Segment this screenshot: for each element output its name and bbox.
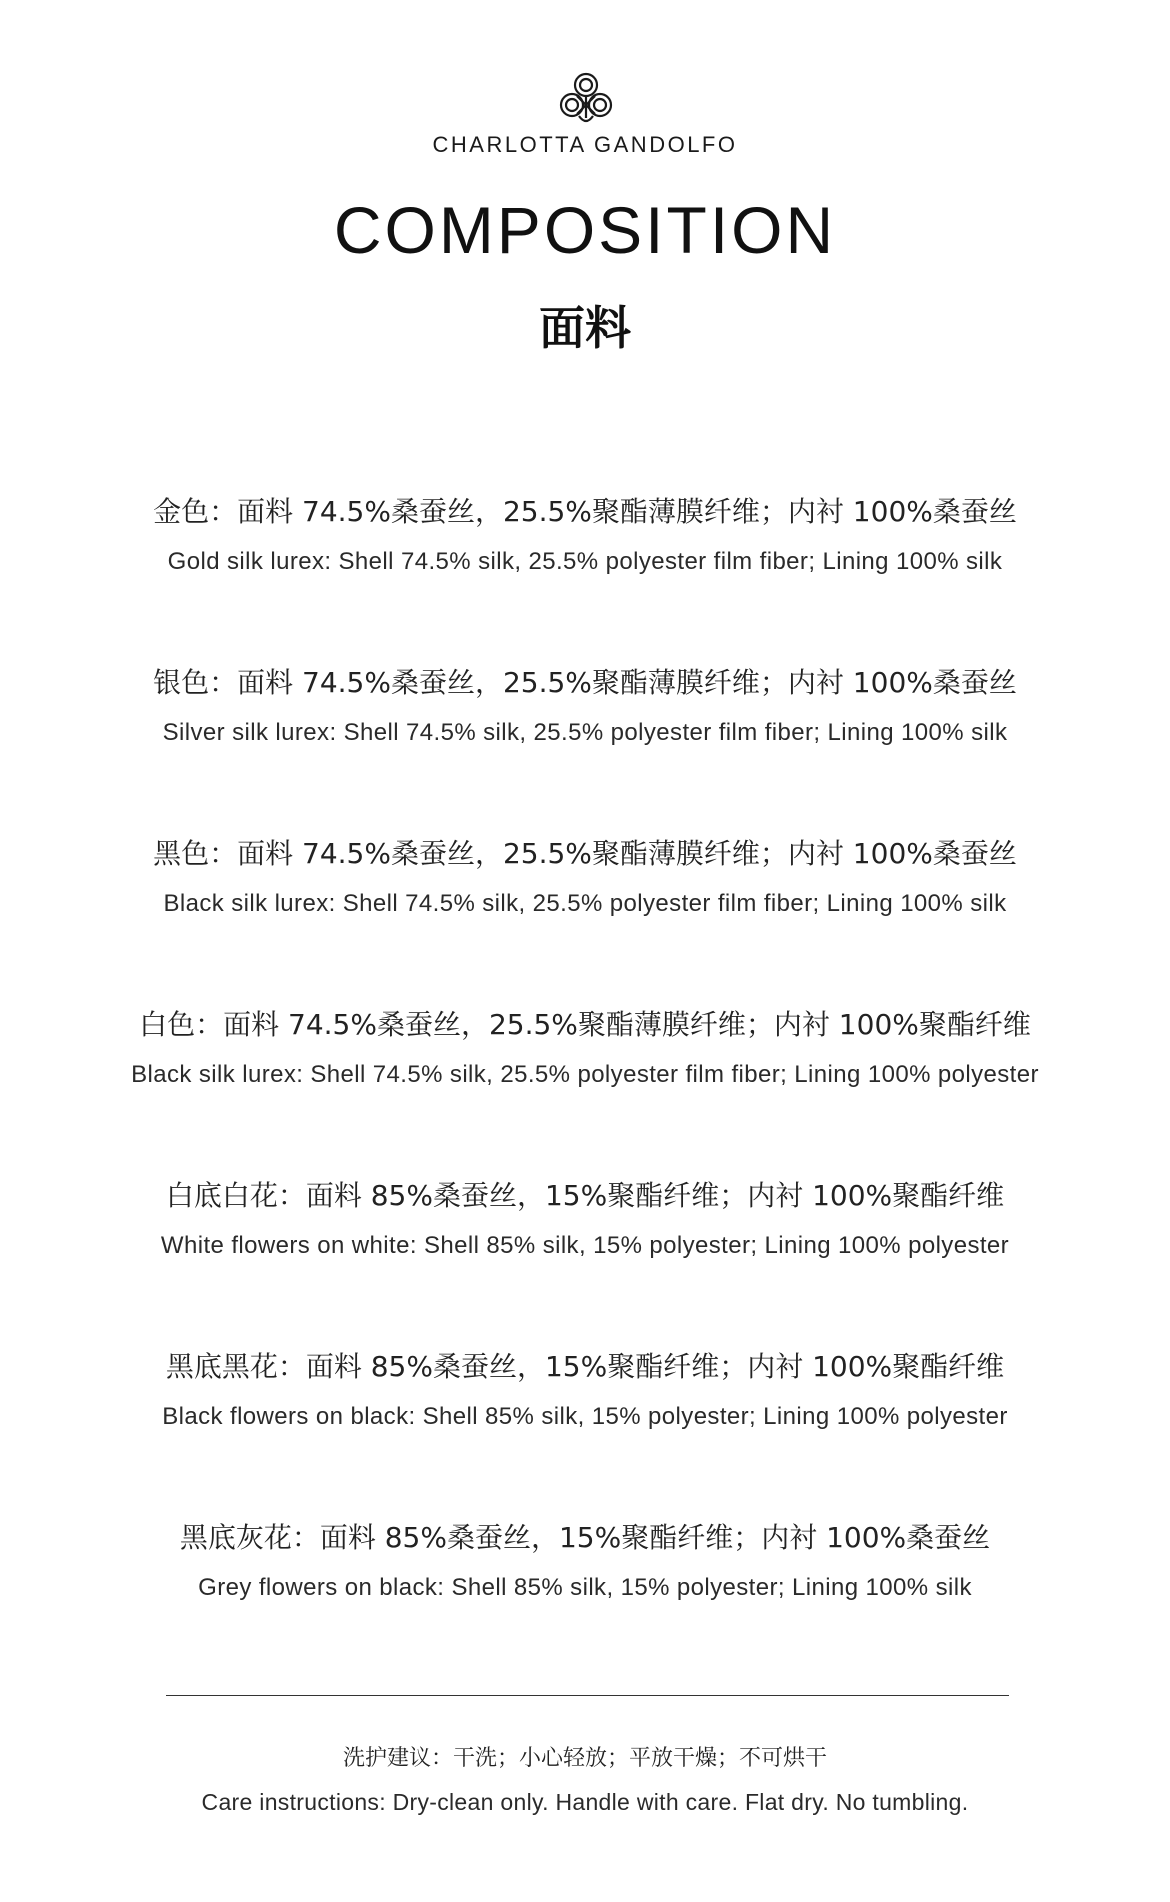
page-title: COMPOSITION — [333, 193, 837, 267]
composition-zh: 银色：面料 74.5%桑蚕丝，25.5%聚酯薄膜纤维；内衬 100%桑蚕丝 — [153, 666, 1017, 699]
care-instructions-zh: 洗护建议：干洗；小心轻放；平放干燥；不可烘干 — [342, 1746, 827, 1771]
brand-name: CHARLOTTA GANDOLFO — [432, 132, 738, 157]
composition-zh: 白底白花：面料 85%桑蚕丝，15%聚酯纤维；内衬 100%聚酯纤维 — [165, 1179, 1005, 1212]
composition-zh: 黑色：面料 74.5%桑蚕丝，25.5%聚酯薄膜纤维；内衬 100%桑蚕丝 — [153, 837, 1017, 870]
composition-list — [0, 488, 1170, 1685]
composition-item-white-flowers — [0, 1172, 1170, 1343]
composition-zh: 金色：面料 74.5%桑蚕丝，25.5%聚酯薄膜纤维；内衬 100%桑蚕丝 — [153, 495, 1017, 528]
composition-en: Gold silk lurex: Shell 74.5% silk, 25.5% polyester film fiber; Lining 100% silk — [167, 548, 1003, 575]
composition-zh: 白色：面料 74.5%桑蚕丝，25.5%聚酯薄膜纤维；内衬 100%聚酯纤维 — [139, 1008, 1031, 1041]
composition-item-gold — [0, 488, 1170, 659]
composition-zh: 黑底黑花：面料 85%桑蚕丝，15%聚酯纤维；内衬 100%聚酯纤维 — [165, 1350, 1005, 1383]
composition-en: White flowers on white: Shell 85% silk, 15% polyester; Lining 100% polyester — [160, 1232, 1010, 1259]
composition-en: Black silk lurex: Shell 74.5% silk, 25.5% polyester film fiber; Lining 100% silk — [163, 890, 1007, 917]
composition-item-white — [0, 1001, 1170, 1172]
page-subtitle: 面料 — [539, 301, 631, 355]
composition-zh: 黑底灰花：面料 85%桑蚕丝，15%聚酯纤维；内衬 100%桑蚕丝 — [179, 1521, 991, 1554]
composition-en: Silver silk lurex: Shell 74.5% silk, 25.5% polyester film fiber; Lining 100% silk — [162, 719, 1008, 746]
composition-en: Grey flowers on black: Shell 85% silk, 15% polyester; Lining 100% silk — [198, 1574, 972, 1601]
composition-item-grey-flowers — [0, 1514, 1170, 1685]
composition-en: Black silk lurex: Shell 74.5% silk, 25.5% polyester film fiber; Lining 100% polyester — [131, 1061, 1039, 1088]
composition-item-black — [0, 830, 1170, 1001]
composition-item-silver — [0, 659, 1170, 830]
knot-logo-icon — [557, 72, 615, 128]
composition-item-black-flowers — [0, 1343, 1170, 1514]
section-divider — [166, 1695, 1009, 1696]
care-instructions-en: Care instructions: Dry-clean only. Handle with care. Flat dry. No tumbling. — [201, 1789, 969, 1815]
composition-en: Black flowers on black: Shell 85% silk, 15% polyester; Lining 100% polyester — [162, 1403, 1008, 1430]
